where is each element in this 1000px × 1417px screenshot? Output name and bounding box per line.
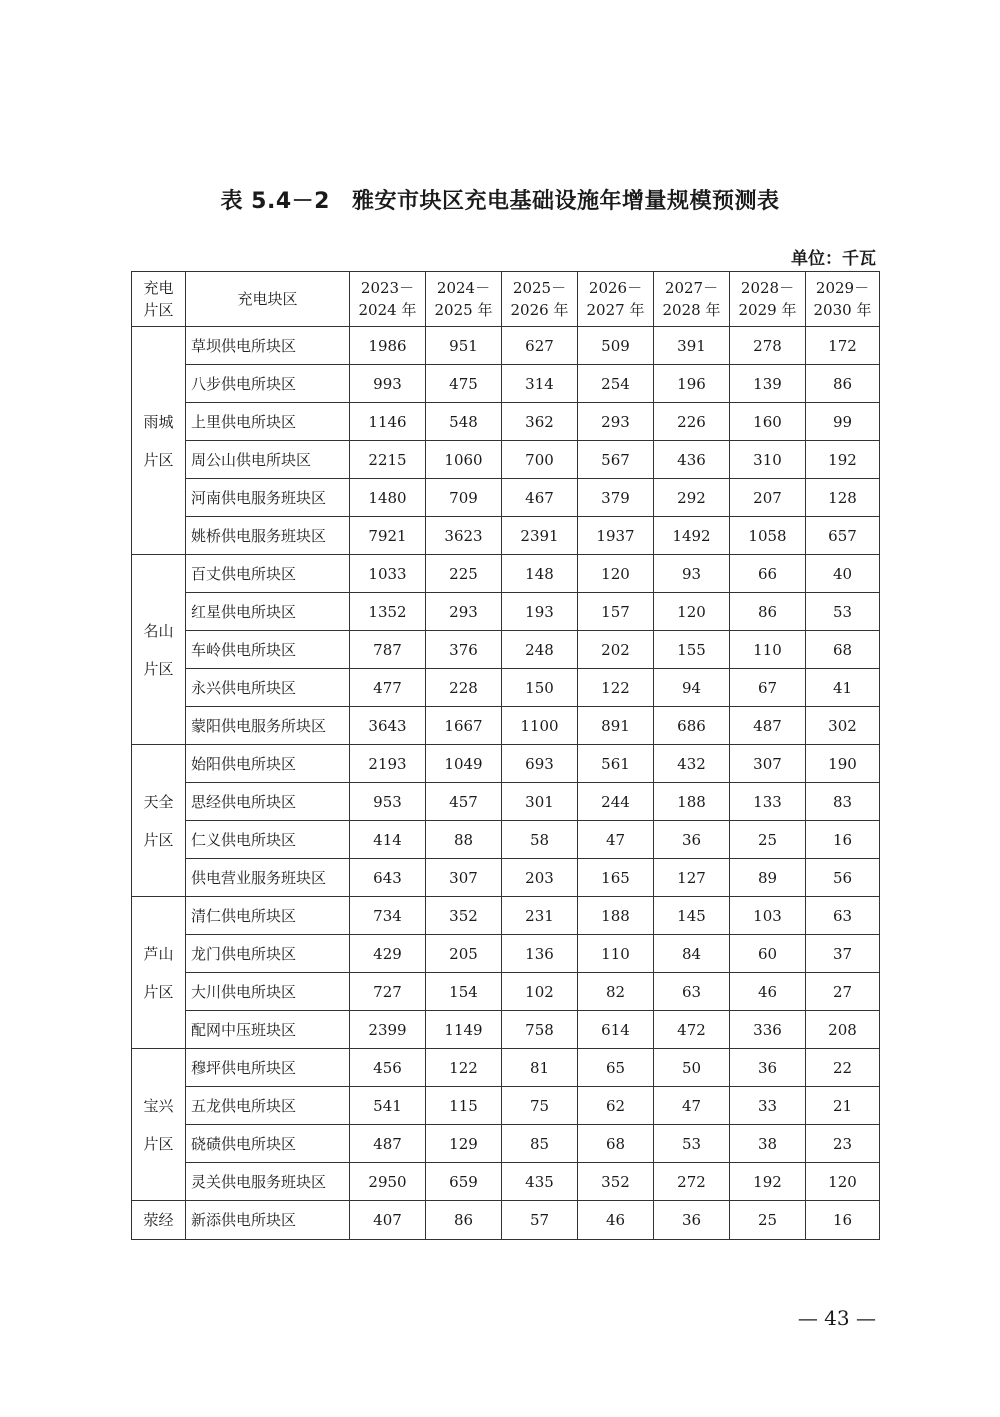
table-body	[132, 327, 880, 1240]
value-cell: 2950	[350, 1163, 426, 1201]
value-cell: 561	[578, 745, 654, 783]
value-cell: 94	[654, 669, 730, 707]
value-cell: 202	[578, 631, 654, 669]
value-cell: 953	[350, 783, 426, 821]
value-cell: 192	[730, 1163, 806, 1201]
value-cell: 1033	[350, 555, 426, 593]
value-cell: 56	[806, 859, 880, 897]
value-cell: 1146	[350, 403, 426, 441]
value-cell: 188	[578, 897, 654, 935]
value-cell: 307	[426, 859, 502, 897]
value-cell: 659	[426, 1163, 502, 1201]
block-cell: 百丈供电所块区	[186, 555, 350, 593]
value-cell: 136	[502, 935, 578, 973]
value-cell: 127	[654, 859, 730, 897]
value-cell: 477	[350, 669, 426, 707]
value-cell: 129	[426, 1125, 502, 1163]
value-cell: 154	[426, 973, 502, 1011]
unit-label: 单位：千瓦	[791, 249, 876, 269]
block-cell: 穆坪供电所块区	[186, 1049, 350, 1087]
value-cell: 643	[350, 859, 426, 897]
value-cell: 36	[730, 1049, 806, 1087]
value-cell: 62	[578, 1087, 654, 1125]
table-row	[132, 517, 880, 555]
value-cell: 81	[502, 1049, 578, 1087]
table-row	[132, 441, 880, 479]
value-cell: 188	[654, 783, 730, 821]
value-cell: 310	[730, 441, 806, 479]
table-row	[132, 1163, 880, 1201]
header-period: 2023－ 2024 年	[350, 272, 426, 327]
value-cell: 891	[578, 707, 654, 745]
value-cell: 128	[806, 479, 880, 517]
value-cell: 414	[350, 821, 426, 859]
table-row	[132, 859, 880, 897]
value-cell: 196	[654, 365, 730, 403]
header-row	[132, 272, 880, 327]
value-cell: 457	[426, 783, 502, 821]
value-cell: 53	[654, 1125, 730, 1163]
value-cell: 301	[502, 783, 578, 821]
value-cell: 686	[654, 707, 730, 745]
block-cell: 红星供电所块区	[186, 593, 350, 631]
value-cell: 3623	[426, 517, 502, 555]
block-cell: 始阳供电所块区	[186, 745, 350, 783]
header-block: 充电块区	[186, 272, 350, 327]
table-number: 表 5.4－2	[220, 189, 330, 214]
block-cell: 姚桥供电服务班块区	[186, 517, 350, 555]
value-cell: 21	[806, 1087, 880, 1125]
value-cell: 38	[730, 1125, 806, 1163]
value-cell: 36	[654, 821, 730, 859]
table-row	[132, 593, 880, 631]
value-cell: 292	[654, 479, 730, 517]
value-cell: 41	[806, 669, 880, 707]
value-cell: 63	[654, 973, 730, 1011]
table-row	[132, 1087, 880, 1125]
value-cell: 160	[730, 403, 806, 441]
value-cell: 25	[730, 821, 806, 859]
value-cell: 190	[806, 745, 880, 783]
value-cell: 1352	[350, 593, 426, 631]
value-cell: 700	[502, 441, 578, 479]
value-cell: 203	[502, 859, 578, 897]
block-cell: 八步供电所块区	[186, 365, 350, 403]
value-cell: 693	[502, 745, 578, 783]
value-cell: 23	[806, 1125, 880, 1163]
value-cell: 36	[654, 1201, 730, 1240]
value-cell: 254	[578, 365, 654, 403]
block-cell: 五龙供电所块区	[186, 1087, 350, 1125]
value-cell: 120	[578, 555, 654, 593]
value-cell: 16	[806, 1201, 880, 1240]
value-cell: 40	[806, 555, 880, 593]
value-cell: 787	[350, 631, 426, 669]
value-cell: 435	[502, 1163, 578, 1201]
value-cell: 1986	[350, 327, 426, 365]
value-cell: 487	[730, 707, 806, 745]
block-cell: 河南供电服务班块区	[186, 479, 350, 517]
header-period: 2029－ 2030 年	[806, 272, 880, 327]
value-cell: 46	[578, 1201, 654, 1240]
value-cell: 2193	[350, 745, 426, 783]
value-cell: 307	[730, 745, 806, 783]
value-cell: 89	[730, 859, 806, 897]
value-cell: 231	[502, 897, 578, 935]
value-cell: 83	[806, 783, 880, 821]
block-cell: 硗碛供电所块区	[186, 1125, 350, 1163]
value-cell: 120	[654, 593, 730, 631]
value-cell: 85	[502, 1125, 578, 1163]
value-cell: 407	[350, 1201, 426, 1240]
block-cell: 新添供电所块区	[186, 1201, 350, 1240]
value-cell: 63	[806, 897, 880, 935]
value-cell: 122	[426, 1049, 502, 1087]
value-cell: 46	[730, 973, 806, 1011]
table-row	[132, 403, 880, 441]
value-cell: 57	[502, 1201, 578, 1240]
value-cell: 150	[502, 669, 578, 707]
table-row	[132, 365, 880, 403]
value-cell: 734	[350, 897, 426, 935]
table-row	[132, 745, 880, 783]
table-row	[132, 479, 880, 517]
value-cell: 60	[730, 935, 806, 973]
value-cell: 248	[502, 631, 578, 669]
page-number: — 43 —	[797, 1306, 876, 1330]
value-cell: 102	[502, 973, 578, 1011]
block-cell: 思经供电所块区	[186, 783, 350, 821]
value-cell: 314	[502, 365, 578, 403]
value-cell: 293	[578, 403, 654, 441]
block-cell: 仁义供电所块区	[186, 821, 350, 859]
value-cell: 205	[426, 935, 502, 973]
value-cell: 68	[806, 631, 880, 669]
value-cell: 22	[806, 1049, 880, 1087]
value-cell: 1480	[350, 479, 426, 517]
value-cell: 567	[578, 441, 654, 479]
block-cell: 清仁供电所块区	[186, 897, 350, 935]
value-cell: 614	[578, 1011, 654, 1049]
value-cell: 86	[426, 1201, 502, 1240]
table-title	[0, 184, 1000, 215]
value-cell: 456	[350, 1049, 426, 1087]
region-cell: 宝兴 片区	[132, 1049, 186, 1201]
value-cell: 951	[426, 327, 502, 365]
value-cell: 115	[426, 1087, 502, 1125]
value-cell: 362	[502, 403, 578, 441]
value-cell: 509	[578, 327, 654, 365]
block-cell: 灵关供电服务班块区	[186, 1163, 350, 1201]
value-cell: 120	[806, 1163, 880, 1201]
value-cell: 2391	[502, 517, 578, 555]
value-cell: 302	[806, 707, 880, 745]
value-cell: 432	[654, 745, 730, 783]
value-cell: 155	[654, 631, 730, 669]
value-cell: 7921	[350, 517, 426, 555]
forecast-table	[131, 271, 880, 1240]
value-cell: 65	[578, 1049, 654, 1087]
value-cell: 53	[806, 593, 880, 631]
value-cell: 225	[426, 555, 502, 593]
value-cell: 165	[578, 859, 654, 897]
value-cell: 1667	[426, 707, 502, 745]
region-cell: 名山 片区	[132, 555, 186, 745]
value-cell: 1049	[426, 745, 502, 783]
value-cell: 208	[806, 1011, 880, 1049]
value-cell: 1060	[426, 441, 502, 479]
block-cell: 永兴供电所块区	[186, 669, 350, 707]
region-cell: 天全 片区	[132, 745, 186, 897]
value-cell: 207	[730, 479, 806, 517]
table-row	[132, 897, 880, 935]
table-title-text: 雅安市块区充电基础设施年增量规模预测表	[351, 189, 780, 214]
value-cell: 487	[350, 1125, 426, 1163]
value-cell: 627	[502, 327, 578, 365]
table-row	[132, 631, 880, 669]
value-cell: 3643	[350, 707, 426, 745]
value-cell: 1492	[654, 517, 730, 555]
value-cell: 475	[426, 365, 502, 403]
header-period: 2028－ 2029 年	[730, 272, 806, 327]
value-cell: 472	[654, 1011, 730, 1049]
value-cell: 228	[426, 669, 502, 707]
value-cell: 103	[730, 897, 806, 935]
value-cell: 244	[578, 783, 654, 821]
header-period: 2026－ 2027 年	[578, 272, 654, 327]
value-cell: 133	[730, 783, 806, 821]
value-cell: 226	[654, 403, 730, 441]
value-cell: 272	[654, 1163, 730, 1201]
value-cell: 50	[654, 1049, 730, 1087]
value-cell: 86	[806, 365, 880, 403]
block-cell: 蒙阳供电服务所块区	[186, 707, 350, 745]
value-cell: 66	[730, 555, 806, 593]
value-cell: 88	[426, 821, 502, 859]
value-cell: 139	[730, 365, 806, 403]
value-cell: 192	[806, 441, 880, 479]
value-cell: 84	[654, 935, 730, 973]
value-cell: 75	[502, 1087, 578, 1125]
value-cell: 1100	[502, 707, 578, 745]
value-cell: 47	[654, 1087, 730, 1125]
block-cell: 龙门供电所块区	[186, 935, 350, 973]
value-cell: 58	[502, 821, 578, 859]
value-cell: 1937	[578, 517, 654, 555]
value-cell: 293	[426, 593, 502, 631]
value-cell: 37	[806, 935, 880, 973]
table-row	[132, 821, 880, 859]
table-row	[132, 669, 880, 707]
table-row	[132, 973, 880, 1011]
value-cell: 352	[426, 897, 502, 935]
table-row	[132, 783, 880, 821]
value-cell: 67	[730, 669, 806, 707]
value-cell: 25	[730, 1201, 806, 1240]
value-cell: 993	[350, 365, 426, 403]
value-cell: 82	[578, 973, 654, 1011]
table-row	[132, 707, 880, 745]
value-cell: 336	[730, 1011, 806, 1049]
value-cell: 193	[502, 593, 578, 631]
value-cell: 16	[806, 821, 880, 859]
header-period: 2027－ 2028 年	[654, 272, 730, 327]
table-row	[132, 1049, 880, 1087]
value-cell: 2215	[350, 441, 426, 479]
value-cell: 1058	[730, 517, 806, 555]
value-cell: 110	[730, 631, 806, 669]
value-cell: 2399	[350, 1011, 426, 1049]
value-cell: 93	[654, 555, 730, 593]
value-cell: 429	[350, 935, 426, 973]
table-row	[132, 555, 880, 593]
value-cell: 657	[806, 517, 880, 555]
value-cell: 379	[578, 479, 654, 517]
region-cell: 荥经	[132, 1201, 186, 1240]
table-row	[132, 935, 880, 973]
table-row	[132, 1125, 880, 1163]
value-cell: 33	[730, 1087, 806, 1125]
value-cell: 541	[350, 1087, 426, 1125]
block-cell: 供电营业服务班块区	[186, 859, 350, 897]
value-cell: 278	[730, 327, 806, 365]
value-cell: 467	[502, 479, 578, 517]
header-region: 充电 片区	[132, 272, 186, 327]
region-cell: 芦山 片区	[132, 897, 186, 1049]
table-row	[132, 1011, 880, 1049]
header-period: 2024－ 2025 年	[426, 272, 502, 327]
value-cell: 709	[426, 479, 502, 517]
region-cell: 雨城 片区	[132, 327, 186, 555]
value-cell: 1149	[426, 1011, 502, 1049]
value-cell: 548	[426, 403, 502, 441]
block-cell: 大川供电所块区	[186, 973, 350, 1011]
value-cell: 47	[578, 821, 654, 859]
value-cell: 86	[730, 593, 806, 631]
table-row	[132, 327, 880, 365]
value-cell: 148	[502, 555, 578, 593]
value-cell: 145	[654, 897, 730, 935]
table-row	[132, 1201, 880, 1240]
value-cell: 727	[350, 973, 426, 1011]
value-cell: 157	[578, 593, 654, 631]
value-cell: 352	[578, 1163, 654, 1201]
value-cell: 99	[806, 403, 880, 441]
header-period: 2025－ 2026 年	[502, 272, 578, 327]
value-cell: 172	[806, 327, 880, 365]
block-cell: 周公山供电所块区	[186, 441, 350, 479]
value-cell: 110	[578, 935, 654, 973]
value-cell: 122	[578, 669, 654, 707]
block-cell: 草坝供电所块区	[186, 327, 350, 365]
value-cell: 758	[502, 1011, 578, 1049]
value-cell: 68	[578, 1125, 654, 1163]
block-cell: 上里供电所块区	[186, 403, 350, 441]
value-cell: 376	[426, 631, 502, 669]
block-cell: 车岭供电所块区	[186, 631, 350, 669]
value-cell: 436	[654, 441, 730, 479]
value-cell: 391	[654, 327, 730, 365]
value-cell: 27	[806, 973, 880, 1011]
block-cell: 配网中压班块区	[186, 1011, 350, 1049]
